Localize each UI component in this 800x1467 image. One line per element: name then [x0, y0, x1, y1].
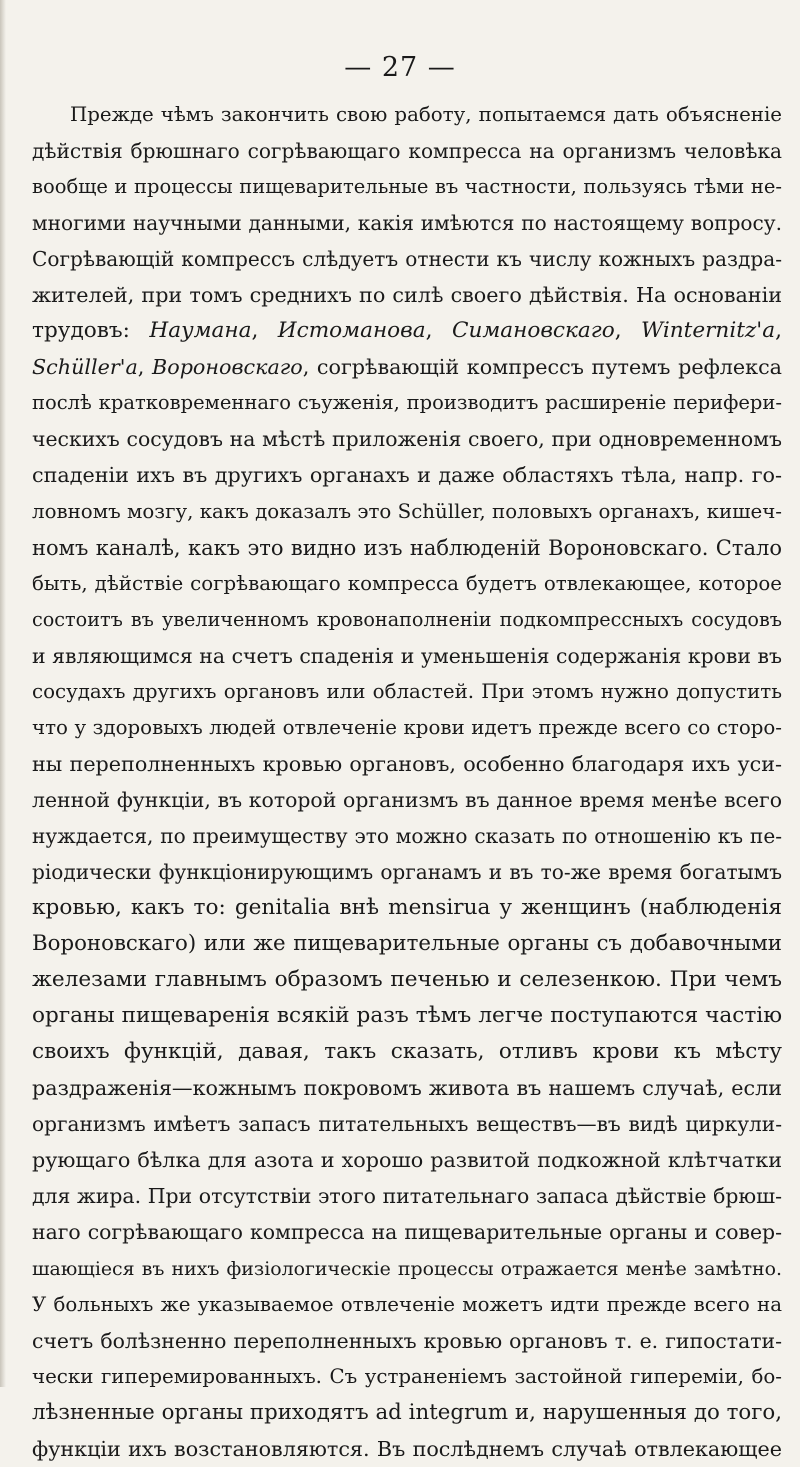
body-text	[32, 97, 782, 1467]
text-line: спаденіи ихъ въ другихъ органахъ и даже областяхъ тѣла, напр. го-	[32, 463, 782, 488]
text-line: своихъ функцій, давая, такъ сказать, отливъ крови къ мѣсту	[32, 1039, 782, 1065]
page-number: — 27 —	[344, 52, 456, 83]
text-line: быть, дѣйствіе согрѣвающаго компресса будетъ отвлекающее, которое	[32, 571, 782, 595]
author-name: Истоманова	[277, 318, 426, 344]
text-line: ческихъ сосудовъ на мѣстѣ приложенія своего, при одновременномъ	[32, 427, 782, 452]
text-line: счетъ болѣзненно переполненныхъ кровью органовъ т. е. гипостати-	[32, 1328, 782, 1353]
text-line: ленной функціи, въ которой организмъ въ данное время менѣе всего	[32, 787, 782, 812]
text-line: трудовъ: Наумана, Истоманова, Симановскаго, Winternitz'а,	[32, 318, 782, 344]
text-line: ны переполненныхъ кровью органовъ, особенно благодаря ихъ уси-	[32, 751, 782, 776]
text-line: Прежде чѣмъ закончить свою работу, попытаемся дать объясненіе	[70, 103, 782, 126]
text-line: железами главнымъ образомъ печенью и селезенкою. При чемъ	[32, 967, 782, 993]
author-name: Симановскаго	[451, 318, 615, 344]
text-line: Согрѣвающій компрессъ слѣдуетъ отнести къ числу кожныхъ раздра-	[32, 247, 782, 272]
author-name: Schüller'а	[32, 355, 138, 380]
text-line: рующаго бѣлка для азота и хорошо развитой подкожной клѣтчатки	[32, 1148, 782, 1173]
text-line: органы пищеваренія всякій разъ тѣмъ легче поступаются частію	[32, 1003, 782, 1029]
text-line: дѣйствія брюшнаго согрѣвающаго компресса на организмъ человѣка	[32, 139, 782, 164]
text-line: состоитъ въ увеличенномъ кровонаполненіи подкомпрессныхъ сосудовъ	[32, 607, 782, 631]
text-line: раздраженія—кожнымъ покровомъ живота въ нашемъ случаѣ, если	[32, 1076, 782, 1101]
text-line: и являющимся на счетъ спаденія и уменьшенія содержанія крови въ	[32, 643, 782, 668]
text-line: для жира. При отсутствіи этого питательнаго запаса дѣйствіе брюш-	[32, 1184, 782, 1209]
text-line: жителей, при томъ среднихъ по силѣ своего дѣйствія. На основаніи	[32, 283, 782, 308]
text-line: организмъ имѣетъ запасъ питательныхъ веществъ—въ видѣ циркули-	[32, 1112, 782, 1137]
text-line: ріодически функціонирующимъ органамъ и въ то-же время богатымъ	[32, 859, 782, 884]
text-line: что у здоровыхъ людей отвлеченіе крови идетъ прежде всего со сторо-	[32, 715, 782, 739]
text-line: У больныхъ же указываемое отвлеченіе можетъ идти прежде всего на	[32, 1292, 782, 1316]
author-name: Winternitz'а	[641, 318, 776, 344]
page-edge-shadow	[0, 0, 6, 1387]
text-line: Schüller'а, Вороновскаго, согрѣвающій компрессъ путемъ рефлекса	[32, 355, 782, 380]
author-name: Вороновскаго	[152, 355, 303, 380]
text-line: наго согрѣвающаго компресса на пищеварительные органы и совер-	[32, 1220, 782, 1245]
text-line: номъ каналѣ, какъ это видно изъ наблюденій Вороновскаго. Стало	[32, 535, 782, 560]
text-line: кровью, какъ то: genitalia внѣ mensirua у женщинъ (наблюденія	[32, 895, 782, 921]
text-line: вообще и процессы пищеварительные въ частности, пользуясь тѣми не-	[32, 175, 782, 199]
text-line: функціи ихъ возстановляются. Въ послѣднемъ случаѣ отвлекающее	[32, 1436, 782, 1461]
author-name: Наумана	[149, 318, 252, 344]
text-line: шающіеся въ нихъ физіологическіе процессы отражается менѣе замѣтно.	[32, 1257, 782, 1280]
text-line: многими научными данными, какія имѣются по настоящему вопросу.	[32, 211, 782, 236]
text-line: чески гиперемированныхъ. Съ устраненіемъ застойной гипереміи, бо-	[32, 1364, 782, 1388]
text-line: лѣзненные органы приходятъ ad integrum и, нарушенныя до того,	[32, 1399, 782, 1425]
text-line: послѣ кратковременнаго съуженія, производитъ расширеніе перифери-	[32, 391, 782, 415]
text-line: сосудахъ другихъ органовъ или областей. При этомъ нужно допустить	[32, 679, 782, 703]
text-line: ловномъ мозгу, какъ доказалъ это Schüller, половыхъ органахъ, кишеч-	[32, 499, 782, 523]
text-line: Вороновскаго) или же пищеварительные органы съ добавочными	[32, 931, 782, 957]
text-line: нуждается, по преимуществу это можно сказать по отношенію къ пе-	[32, 823, 782, 848]
